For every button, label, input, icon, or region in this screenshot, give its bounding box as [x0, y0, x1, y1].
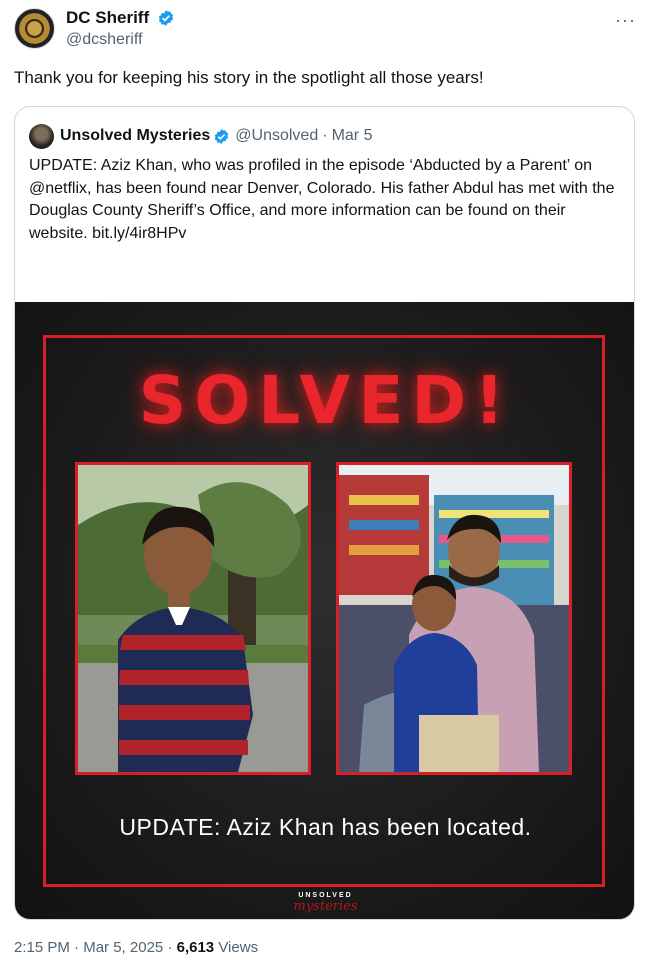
author-name-block [66, 8, 175, 49]
footer-separator-2: · [167, 939, 173, 956]
verified-badge-icon [157, 9, 175, 27]
tweet-date[interactable]: Mar 5, 2025 [83, 939, 164, 956]
views-label: Views [218, 939, 259, 956]
photo-father-and-child-illustration [339, 465, 569, 772]
quoted-tweet-text: UPDATE: Aziz Khan, who was profiled in the episode ‘Abducted by a Parent’ on @netflix, has been found near Denver, Colorado. His father Abdul has met with the Douglas County Sheriff’s Office, and more information can be found on their website. bit.ly/4ir8HPv [29, 157, 615, 242]
photo-child-illustration [78, 465, 308, 772]
tweet-time[interactable]: 2:15 PM [14, 939, 70, 956]
quoted-tweet[interactable] [14, 106, 635, 920]
media-headline: SOLVED! [138, 362, 513, 439]
quoted-date: Mar 5 [331, 127, 373, 144]
views-count: 6,613 [176, 939, 215, 956]
quoted-media-image[interactable] [15, 302, 635, 920]
author-handle[interactable]: @dcsheriff [66, 31, 143, 48]
quoted-tweet-header [29, 123, 372, 149]
photo-father-and-child [336, 462, 572, 775]
tweet-footer [14, 939, 258, 956]
quoted-verified-badge-icon [213, 128, 230, 145]
unsolved-logo-script: mysteries [293, 899, 358, 914]
quoted-author-display-name: Unsolved Mysteries [60, 127, 211, 144]
photo-child [75, 462, 311, 775]
quoted-author-handle: @Unsolved [235, 127, 319, 144]
footer-separator: · [74, 939, 80, 956]
quoted-author-avatar [29, 124, 54, 149]
author-display-name[interactable]: DC Sheriff [66, 8, 150, 27]
more-dots-icon[interactable]: ··· [615, 10, 636, 30]
tweet-text: Thank you for keeping his story in the spotlight all those years! [14, 68, 484, 87]
tweet-header [14, 6, 636, 56]
unsolved-logo-top: UNSOLVED [298, 892, 353, 899]
quoted-separator: · [322, 127, 328, 144]
author-avatar[interactable] [14, 8, 55, 49]
media-caption: UPDATE: Aziz Khan has been located. [119, 814, 532, 840]
